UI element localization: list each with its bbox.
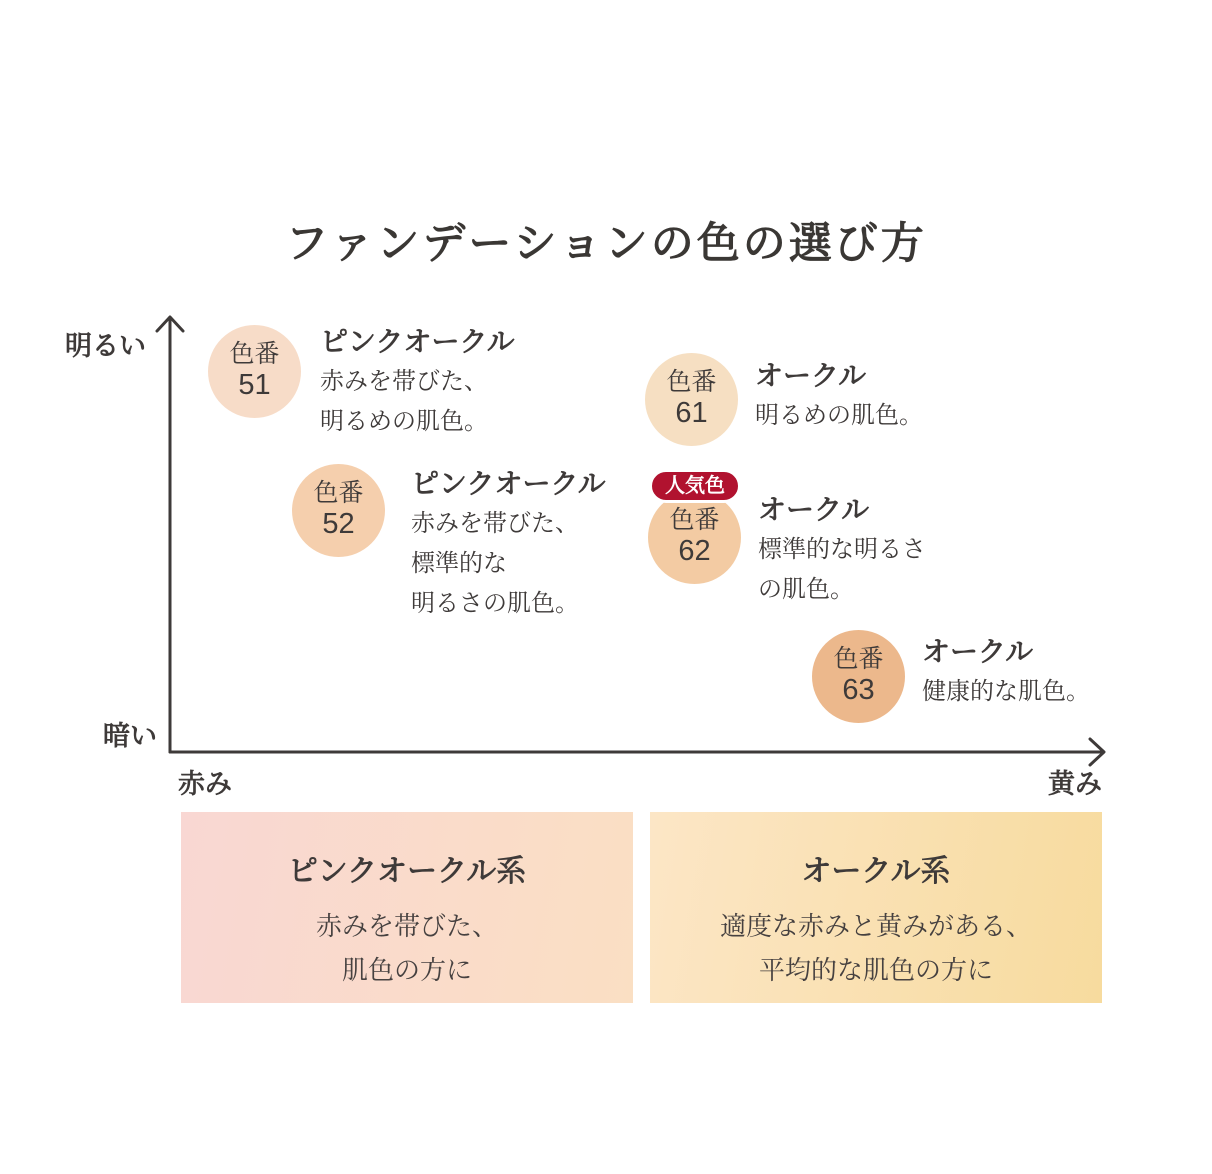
shade-circle-label: 色番 [666,368,717,397]
shade-circle-number: 61 [675,397,708,430]
shade-circle-label: 色番 [833,645,884,674]
shade-desc-line: の肌色。 [758,576,854,603]
shade-circle-label: 色番 [229,340,280,369]
shade-circle-number: 52 [322,508,355,541]
category-desc [316,904,498,992]
category-desc-line: 平均的な肌色の方に [758,955,993,985]
shade-circle-label: 色番 [669,506,720,535]
category-desc-line: 肌色の方に [341,955,472,985]
shade-name: オークル [758,494,870,525]
shade-desc-line: 赤みを帯びた、 [320,368,488,395]
shade-desc-line: 明るさの肌色。 [411,590,579,617]
category-title: ピンクオークル系 [287,855,527,888]
shade-circle-label: 色番 [313,479,364,508]
shade-name: ピンクオークル [411,468,606,499]
shade-circle-52 [292,464,385,557]
shade-text-52 [411,464,606,624]
shade-desc-line: 明るめの肌色。 [320,408,488,435]
shade-circle-51 [208,325,301,418]
shade-text-62 [758,490,926,610]
shade-desc-line: 標準的な [411,550,507,577]
y-axis-arrow-icon [157,317,183,331]
shade-desc-line: 健康的な肌色。 [922,678,1090,705]
category-box-ochre [650,812,1102,1003]
shade-name: ピンクオークル [320,326,515,357]
shade-desc-line: 標準的な明るさ [758,536,926,563]
shade-name: オークル [755,360,867,391]
axis-label-reddish: 赤み [178,769,232,799]
shade-circle-62 [648,491,741,584]
shade-text-61 [755,356,923,436]
category-title: オークル系 [801,855,951,888]
popular-color-badge: 人気色 [649,469,741,503]
shade-circle-number: 62 [678,535,711,568]
shade-circle-number: 51 [238,369,271,402]
axis-label-yellowish: 黄み [1048,769,1102,799]
shade-desc-line: 赤みを帯びた、 [411,510,579,537]
shade-text-63 [922,632,1090,712]
axis-label-dark: 暗い [103,721,157,751]
shade-circle-61 [645,353,738,446]
category-box-pink-ochre [181,812,633,1003]
shade-circle-number: 63 [842,674,875,707]
shade-circle-63 [812,630,905,723]
category-desc-line: 適度な赤みと黄みがある、 [719,911,1032,941]
shade-name: オークル [922,636,1034,667]
category-desc [720,904,1032,992]
shade-text-51 [320,322,515,442]
axis-label-bright: 明るい [65,331,146,361]
category-desc-line: 赤みを帯びた、 [315,911,498,941]
shade-desc-line: 明るめの肌色。 [755,402,923,429]
page-title: ファンデーションの色の選び方 [285,221,927,268]
